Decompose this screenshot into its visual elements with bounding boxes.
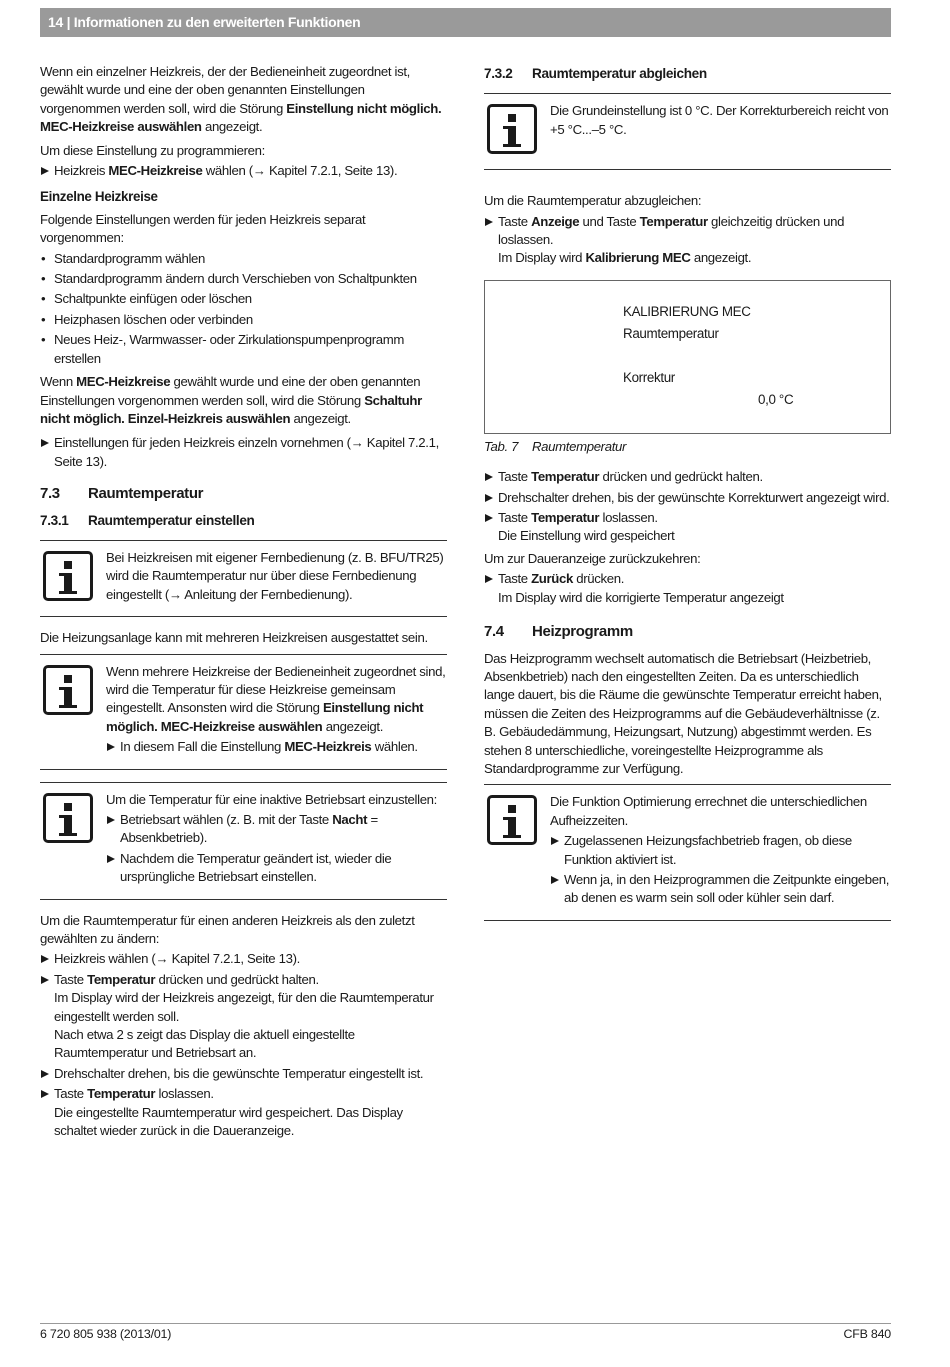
display-line-korrektur: Korrektur <box>623 369 675 385</box>
section-7-4-heading: 7.4 Heizprogramm <box>484 623 633 641</box>
header-title: Informationen zu den erweiterten Funktionen <box>73 14 361 30</box>
list-item: • Heizphasen löschen oder verbinden <box>40 311 447 329</box>
left-column <box>40 63 447 1143</box>
einzelne-text: Folgende Einstellungen werden für jeden Heizkreis separat vorgenommen: <box>40 211 366 246</box>
info-note-grundeinstellung: Die Grundeinstellung ist 0 °C. Der Korrekturbereich reicht von +5 °C...–5 °C. <box>484 93 891 170</box>
info-icon <box>43 793 93 843</box>
display-line-title: KALIBRIERUNG MEC <box>623 303 751 319</box>
step-heizkreis-waehlen: Heizkreis wählen (→ Kapitel 7.2.1, Seite 13). <box>40 950 447 968</box>
list-item: • Standardprogramm ändern durch Verschieben von Schaltpunkten <box>40 270 447 288</box>
step-drehschalter-korrektur: Drehschalter drehen, bis der gewünschte Korrekturwert angezeigt wird. <box>484 489 891 507</box>
section-7-3-2-heading: 7.3.2 Raumtemperatur abgleichen <box>484 66 707 81</box>
footer-divider <box>40 1323 891 1324</box>
footer-product: CFB 840 <box>843 1327 891 1341</box>
info-icon <box>487 104 537 154</box>
display-value: 0,0 °C <box>758 391 794 407</box>
step-temperatur-loslassen: Taste Temperatur loslassen. Die Einstellung wird gespeichert <box>484 509 891 546</box>
info-note-fernbedienung: Bei Heizkreisen mit eigener Fernbedienung (z. B. BFU/TR25) wird die Raumtemperatur nur über diese Fernbedienung eingestellt (→ Anleitung der Fernbedienung). <box>40 540 447 617</box>
footer-doc-number: 6 720 805 938 (2013/01) <box>40 1327 172 1341</box>
step-drehschalter: Drehschalter drehen, bis die gewünschte Temperatur eingestellt ist. <box>40 1065 447 1083</box>
step-temperatur-halten: Taste Temperatur drücken und gedrückt halten. <box>484 468 891 486</box>
section-7-3-1-heading: 7.3.1 Raumtemperatur einstellen <box>40 512 255 528</box>
intro-paragraph: Wenn ein einzelner Heizkreis, der der Bedieneinheit zugeordnet ist, gewählt wurde und eine der oben genannten Einstellungen vorgenommen werden soll, wird die Störung Einstellung nicht möglich. MEC-Heizkreise auswählen angezeigt. <box>40 64 442 135</box>
step-select-mec: Heizkreis MEC-Heizkreise wählen (→ Kapitel 7.2.1, Seite 13). <box>40 162 447 180</box>
program-intro: Um diese Einstellung zu programmieren: <box>40 142 265 158</box>
einzelne-heading: Einzelne Heizkreise <box>40 189 158 205</box>
info-note-mehrere-heizkreise: Wenn mehrere Heizkreise der Bedieneinheit zugeordnet sind, wird die Temperatur für diese Heizkreise gemeinsam eingestellt. Ansonsten wird die Störung Einstellung nicht möglich. MEC-Heizkreise auswählen angezeigt. In diesem Fall die Einstellung MEC-Heizkreis wählen. <box>40 654 447 770</box>
info-note-inaktive-betriebsart: Um die Temperatur für eine inaktive Betriebsart einzustellen: Betriebsart wählen (z. B. mit der Taste Nacht = Absenkbetrieb). Nachdem die Temperatur geändert ist, wieder die ursprüngliche Betriebsart einstellen. <box>40 782 447 900</box>
info-note-optimierung: Die Funktion Optimierung errechnet die unterschiedlichen Aufheizzeiten. Zugelassenen Heizungsfachbetrieb fragen, ob diese Funktion aktiviert ist. Wenn ja, in den Heizprogrammen die Zeitpunkte eingeben, ab denen es warm sein soll oder kühler sein darf. <box>484 784 891 920</box>
table-caption: Tab. 7 Raumtemperatur <box>484 438 627 454</box>
info-icon <box>43 665 93 715</box>
heizprogramm-paragraph: Das Heizprogramm wechselt automatisch die Betriebsart (Heizbetrieb, Absenkbetrieb) nach den eingestellten Zeiten. Da es unterschiedlich lange dauert, bis die Räume die gewünschte Temperatur erreicht haben, müssen die Zeiten des Heizprogramms auf die Gebäudeverhältnisse (z. B. Gebäudedämmung, Heizungsart, Nutzung) abgestimmt werden. Es stehen 8 unterschiedliche, voreingestellte Heizprogramme als Standardprogramme zur Verfügung. <box>484 650 882 776</box>
list-item: • Neues Heiz-, Warmwasser- oder Zirkulationspumpenprogramm erstellen <box>40 331 447 368</box>
step-einzeln: Einstellungen für jeden Heizkreis einzeln vornehmen (→ Kapitel 7.2.1, Seite 13). <box>40 434 447 471</box>
step-taste-temperatur: Taste Temperatur drücken und gedrückt halten. Im Display wird der Heizkreis angezeigt, für den die Raumtemperatur eingestellt werden soll. Nach etwa 2 s zeigt das Display die aktuell eingestellte Raumtemperatur und Betriebsart an. <box>40 971 447 1063</box>
back-intro: Um zur Daueranzeige zurückzukehren: <box>484 550 701 566</box>
right-column <box>484 63 891 933</box>
page-number: 14 <box>48 14 63 30</box>
info-icon <box>43 551 93 601</box>
heizkreise-paragraph: Die Heizungsanlage kann mit mehreren Heizkreisen ausgestattet sein. <box>40 630 428 646</box>
list-item: • Schaltpunkte einfügen oder löschen <box>40 290 447 308</box>
page-header: 14 | Informationen zu den erweiterten Funktionen <box>40 8 891 37</box>
step-loslassen: Taste Temperatur loslassen. Die eingestellte Raumtemperatur wird gespeichert. Das Display schaltet wieder zurück in die Daueranzeige. <box>40 1085 447 1140</box>
mec-paragraph: Wenn MEC-Heizkreise gewählt wurde und eine der oben genannten Einstellungen vorgenommen werden soll, wird die Störung Schaltuhr nicht möglich. Einzel-Heizkreis auswählen angezeigt. <box>40 374 422 426</box>
other-heizkreis-intro: Um die Raumtemperatur für einen anderen Heizkreis als den zuletzt gewählten zu ändern: <box>40 912 415 947</box>
list-item: • Standardprogramm wählen <box>40 250 447 268</box>
abgleich-intro: Um die Raumtemperatur abzugleichen: <box>484 193 702 209</box>
display-calibration <box>484 280 891 434</box>
section-7-3-heading: 7.3 Raumtemperatur <box>40 485 204 503</box>
display-line-room: Raumtemperatur <box>623 325 719 341</box>
settings-list <box>40 250 447 368</box>
step-anzeige-temperatur: Taste Anzeige und Taste Temperatur gleichzeitig drücken und loslassen. Im Display wird Kalibrierung MEC angezeigt. <box>484 213 891 268</box>
step-zurueck: Taste Zurück drücken. Im Display wird die korrigierte Temperatur angezeigt <box>484 570 891 607</box>
info-icon <box>487 795 537 845</box>
